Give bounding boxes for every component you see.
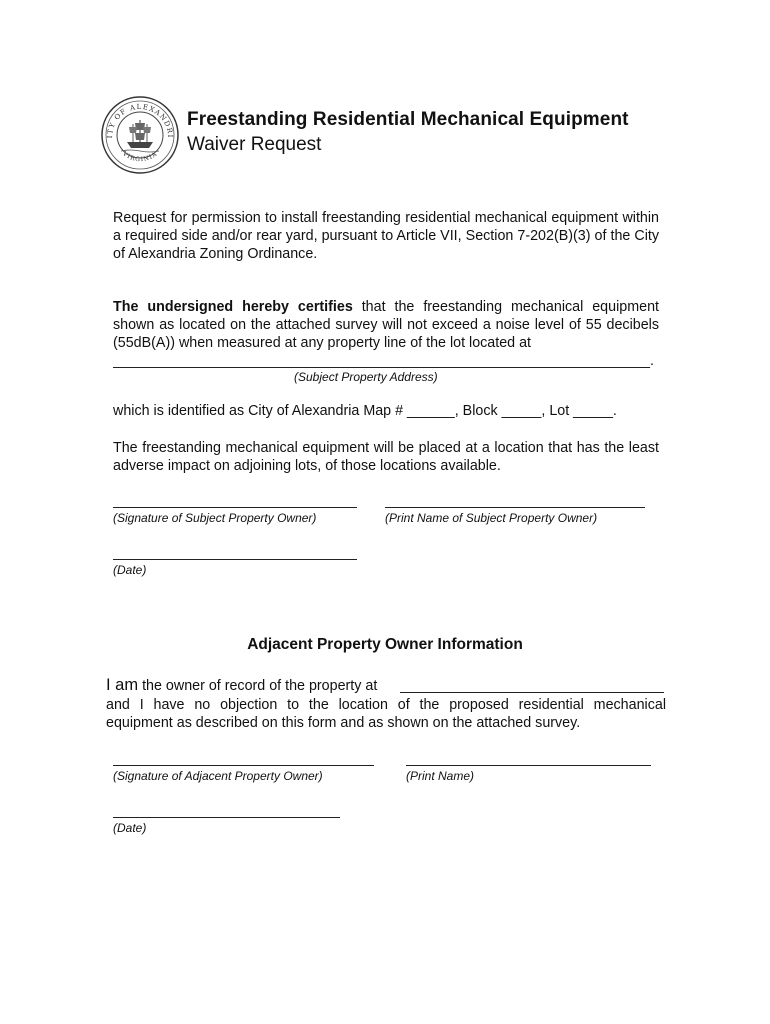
- intro-paragraph: Request for permission to install freestanding residential mechanical equipment within a required side and/or rear yard, pursuant to Article VII, Section 7-202(B)(3) of the City of Alexandria Zoning Ordinance.: [113, 210, 659, 262]
- adjacent-date-caption: (Date): [113, 821, 147, 835]
- svg-text:VIRGINIA: VIRGINIA: [121, 150, 159, 164]
- owner-print-name-caption: (Print Name of Subject Property Owner): [385, 511, 598, 525]
- adjacent-signature-caption: (Signature of Adjacent Property Owner): [113, 769, 323, 783]
- placement-paragraph: The freestanding mechanical equipment will be placed at a location that has the least adverse impact on adjoining lots, of those locations available.: [113, 440, 659, 474]
- adjacent-paragraph: and I have no objection to the location of the proposed residential mechanical equipment as described on this form and as shown on the attached survey.: [106, 697, 666, 731]
- form-title: Freestanding Residential Mechanical Equipment: [187, 109, 629, 130]
- owner-print-name-field[interactable]: [385, 507, 645, 508]
- city-seal-logo: [100, 95, 180, 175]
- svg-text:CITY OF ALEXANDRIA: ITY OF ALEXANDRI: [105, 102, 175, 139]
- city-seal-icon: [100, 95, 180, 175]
- adjacent-print-name-caption: (Print Name): [406, 769, 475, 783]
- certification-paragraph: [113, 298, 659, 352]
- adjacent-statement-lead: I am: [106, 676, 139, 694]
- adjacent-statement-rest: the owner of record of the property at: [138, 678, 378, 694]
- adjacent-signature-field[interactable]: [113, 765, 374, 766]
- owner-signature-caption: (Signature of Subject Property Owner): [113, 511, 317, 525]
- subject-address-field[interactable]: [113, 367, 643, 368]
- adjacent-section-heading: Adjacent Property Owner Information: [247, 636, 523, 653]
- adjacent-print-name-field[interactable]: [406, 765, 651, 766]
- form-subtitle: Waiver Request: [187, 134, 322, 155]
- adjacent-owner-statement: [106, 676, 377, 695]
- map-block-lot-line: which is identified as City of Alexandria Map # ______, Block _____, Lot _____.: [113, 403, 617, 419]
- owner-date-field[interactable]: [113, 559, 357, 560]
- certification-lead: The undersigned hereby certifies: [113, 299, 353, 315]
- adjacent-address-field[interactable]: [400, 692, 664, 693]
- certification-text: that the freestanding mechanical equipment shown as located on the attached survey will not exceed a noise level of 55 decibels (55dB(A)) when measured at any property line of the lot located at: [113, 299, 659, 351]
- owner-date-caption: (Date): [113, 563, 147, 577]
- owner-signature-field[interactable]: [113, 507, 357, 508]
- adjacent-date-field[interactable]: [113, 817, 340, 818]
- subject-address-caption: (Subject Property Address): [294, 370, 438, 384]
- address-line-end: _.: [642, 353, 654, 369]
